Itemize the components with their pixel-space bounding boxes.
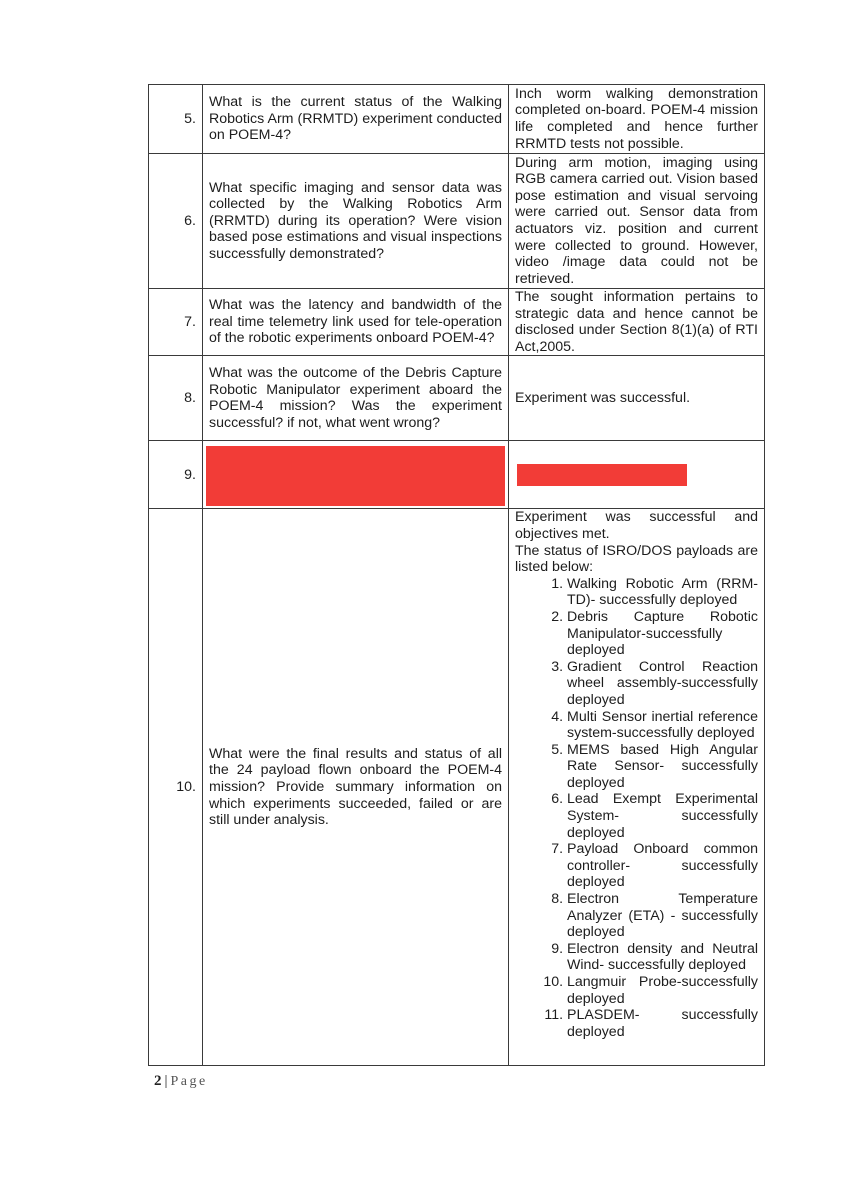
answer-text: During arm motion, imaging using RGB camera carried out. Vision based pose estimation and visual servoing were carried out. Sensor data from actuators viz. position and current were collected to ground. However, video /image data could not be retrieved. — [509, 154, 765, 289]
list-item: 3. Gradient Control Reaction wheel assembly-successfully deployed — [567, 659, 758, 709]
list-item: 1. Walking Robotic Arm (RRM-TD)- successfully deployed — [567, 576, 758, 609]
serial-number: 10. — [149, 509, 203, 1066]
answer-cell — [509, 509, 765, 1066]
serial-number: 8. — [149, 356, 203, 441]
table-row — [149, 85, 765, 154]
list-item: 4. Multi Sensor inertial reference system-successfully deployed — [567, 709, 758, 742]
question-cell — [203, 441, 509, 509]
table-row — [149, 441, 765, 509]
serial-number: 5. — [149, 85, 203, 154]
list-item: 2. Debris Capture Robotic Manipulator-successfully deployed — [567, 609, 758, 659]
serial-number: 9. — [149, 441, 203, 509]
list-item: 6. Lead Exempt Experimental System- successfully deployed — [567, 791, 758, 841]
list-item: 10. Langmuir Probe-successfully deployed — [567, 974, 758, 1007]
answer-list-intro: The status of ISRO/DOS payloads are listed below: — [515, 542, 758, 576]
redaction-box — [206, 446, 505, 506]
serial-number: 6. — [149, 154, 203, 289]
redaction-box — [517, 464, 687, 486]
answer-text: Experiment was successful. — [509, 356, 765, 441]
table-row — [149, 154, 765, 289]
page-label: Page — [170, 1074, 208, 1089]
question-text: What is the current status of the Walking Robotics Arm (RRMTD) experiment conducted on POEM-4? — [203, 85, 509, 154]
page-number: 2 — [154, 1073, 162, 1089]
question-text: What were the final results and status of all the 24 payload flown onboard the POEM-4 mission? Provide summary information on which experiments succeeded, failed or are still under analysis. — [203, 509, 509, 1066]
table-row — [149, 289, 765, 356]
question-text: What specific imaging and sensor data was collected by the Walking Robotics Arm (RRMTD) during its operation? Were vision based pose estimations and visual inspections successfully demonstrated? — [203, 154, 509, 289]
footer-separator: | — [164, 1073, 168, 1089]
list-item: 11. PLASDEM- successfully deployed — [567, 1007, 758, 1040]
list-item: 8. Electron Temperature Analyzer (ETA) - successfully deployed — [567, 891, 758, 941]
payload-status-list — [515, 576, 758, 1041]
answer-text: Inch worm walking demonstration completed on-board. POEM-4 mission life completed and hence further RRMTD tests not possible. — [509, 85, 765, 154]
answer-text: The sought information pertains to strategic data and hence cannot be disclosed under Section 8(1)(a) of RTI Act,2005. — [509, 289, 765, 356]
question-text: What was the outcome of the Debris Capture Robotic Manipulator experiment aboard the POEM-4 mission? Was the experiment successful? if not, what went wrong? — [203, 356, 509, 441]
serial-number: 7. — [149, 289, 203, 356]
question-text: What was the latency and bandwidth of the real time telemetry link used for tele-operation of the robotic experiments onboard POEM-4? — [203, 289, 509, 356]
list-item: 5. MEMS based High Angular Rate Sensor- successfully deployed — [567, 742, 758, 792]
answer-text: Experiment was successful and objectives met. — [515, 509, 758, 542]
table-row — [149, 509, 765, 1066]
answer-cell — [509, 441, 765, 509]
list-item: 9. Electron density and Neutral Wind- successfully deployed — [567, 941, 758, 974]
list-item: 7. Payload Onboard common controller- successfully deployed — [567, 841, 758, 891]
table-row — [149, 356, 765, 441]
page-footer — [154, 1073, 208, 1090]
rti-response-table — [148, 84, 765, 1066]
